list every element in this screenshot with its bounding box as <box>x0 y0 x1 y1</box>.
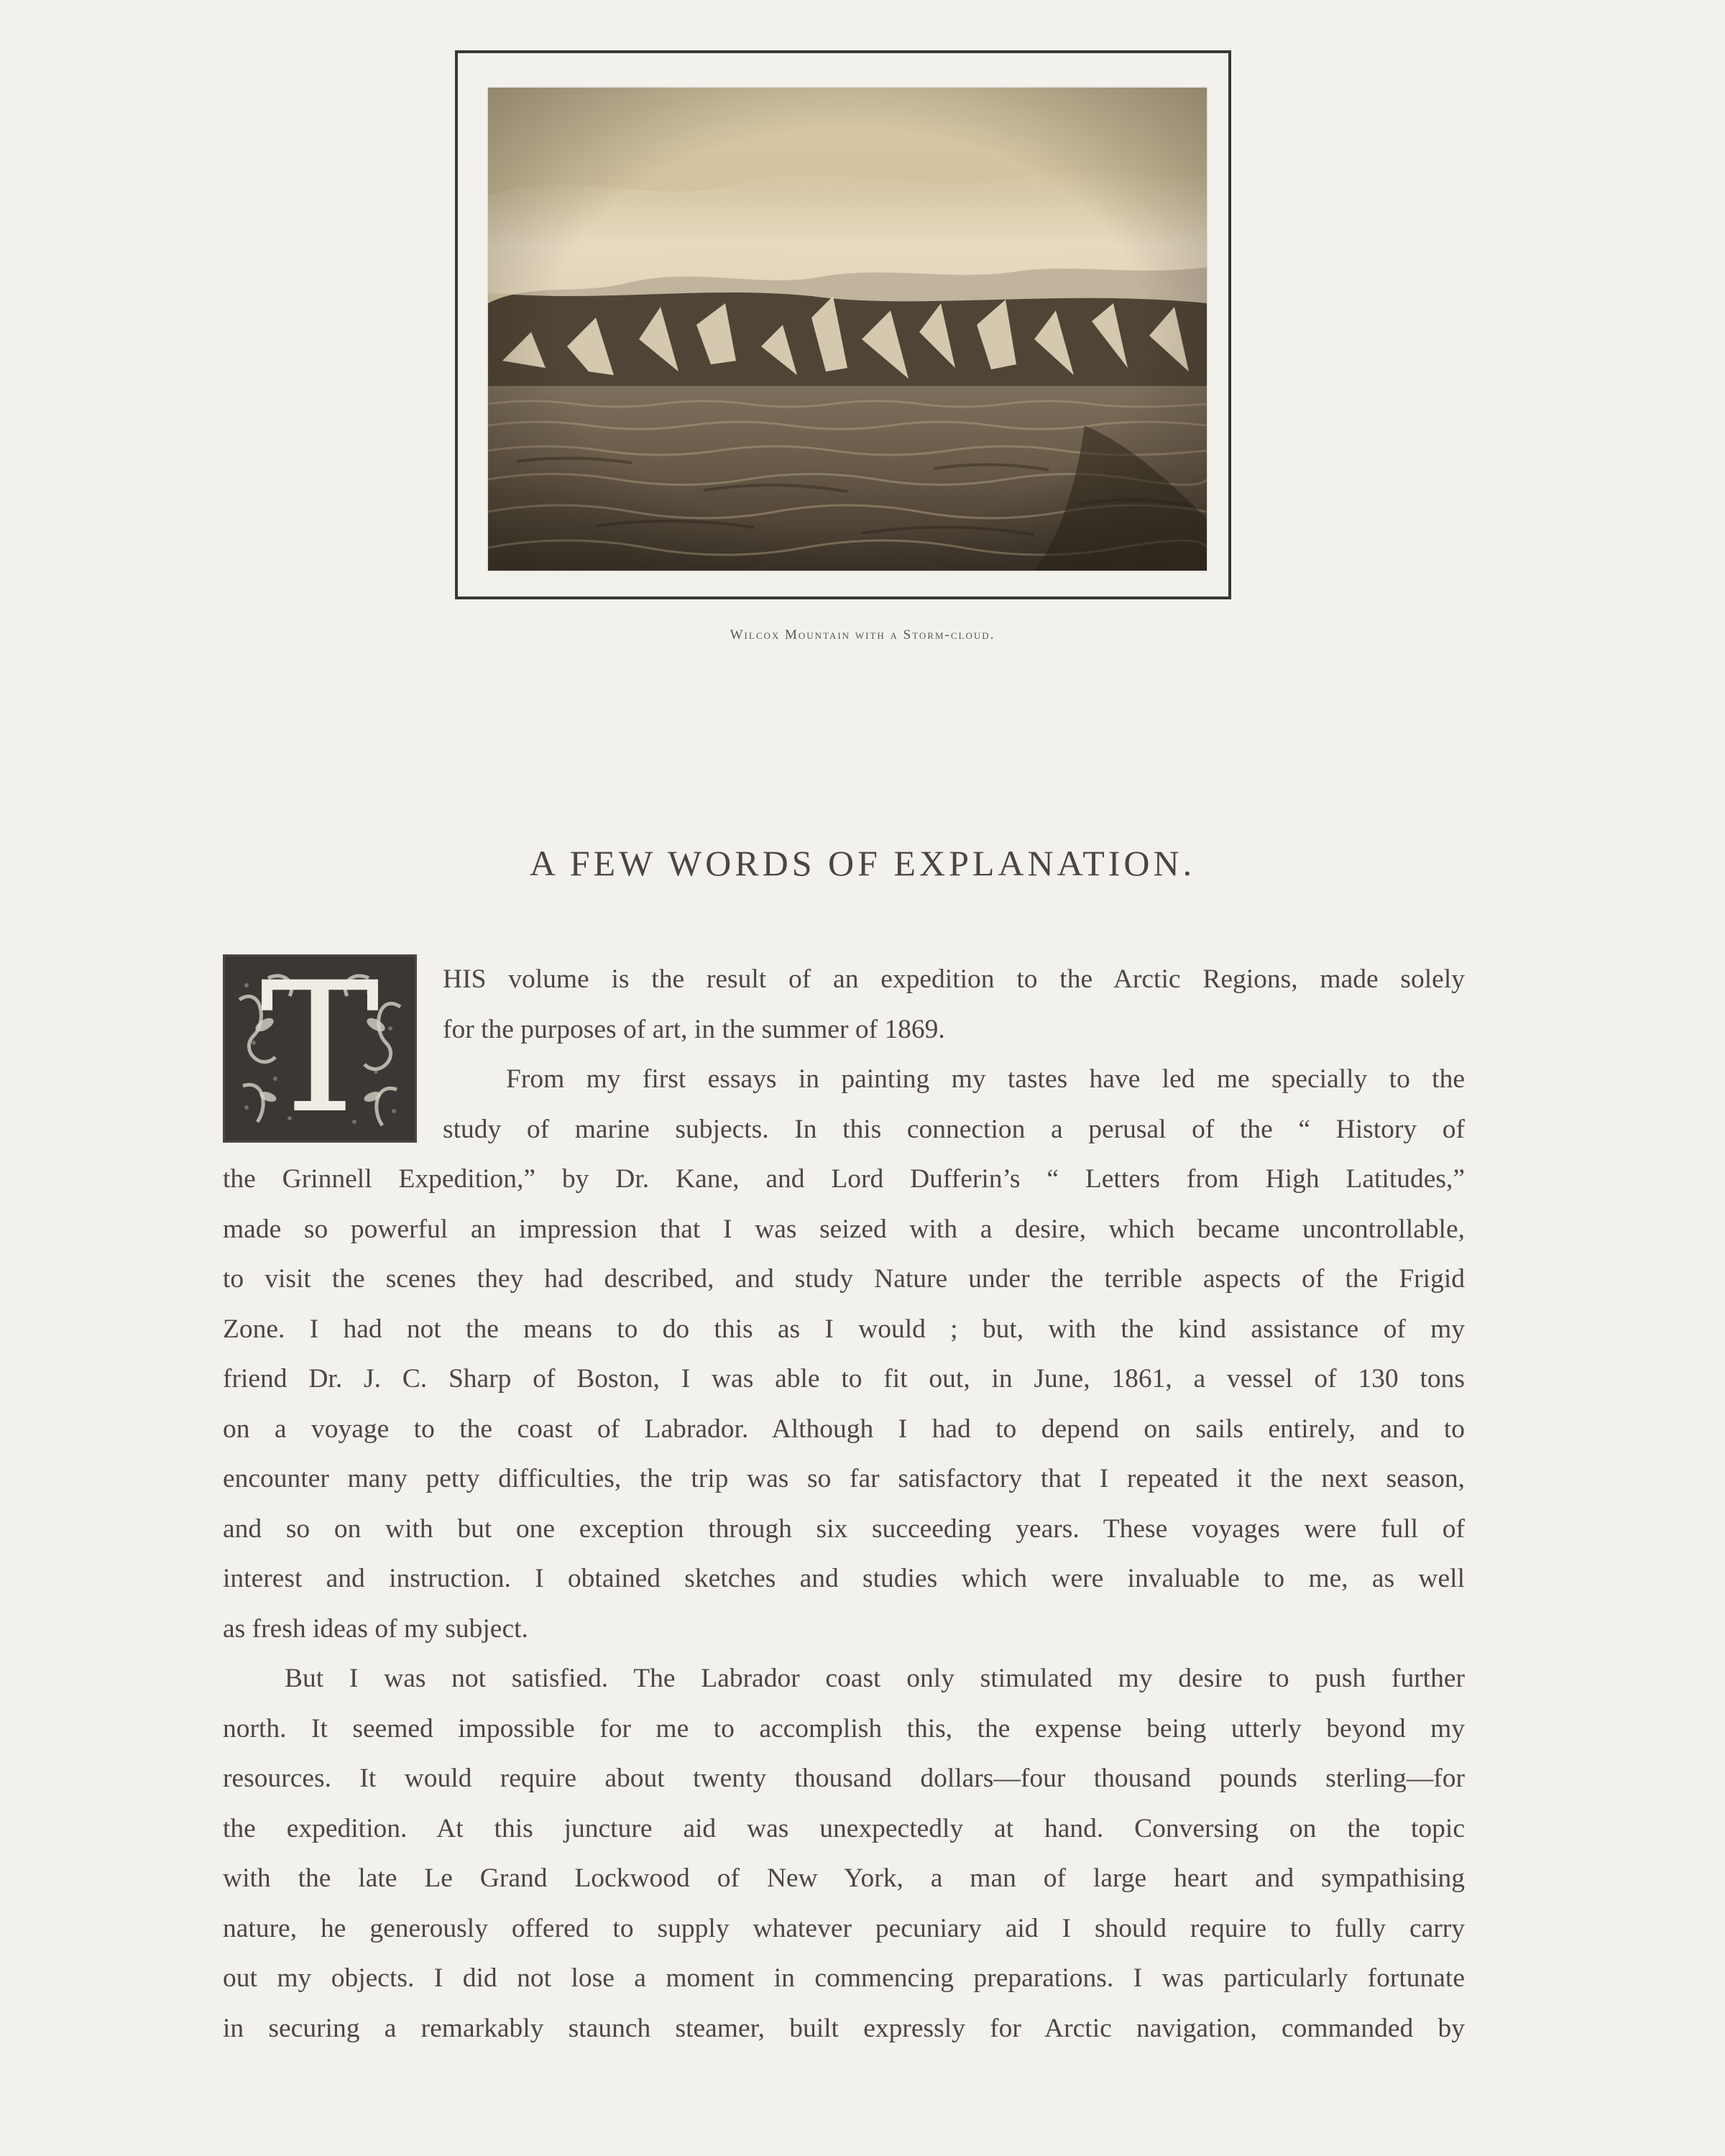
text-line: for the purposes of art, in the summer of 1869. <box>443 1014 945 1044</box>
ornamental-dropcap <box>223 944 417 1153</box>
text-line: and so on with but one exception through six succeeding years. These voyages were full of <box>223 1514 1465 1544</box>
text-line: resources. It would require about twenty thousand dollars—four thousand pounds sterling—for <box>223 1764 1465 1793</box>
text-line: on a voyage to the coast of Labrador. Although I had to depend on sails entirely, and to <box>223 1414 1465 1444</box>
plate-caption: Wilcox Mountain with a Storm-cloud. <box>730 627 995 642</box>
page-title: A FEW WORDS OF EXPLANATION. <box>529 843 1196 883</box>
text-line: as fresh ideas of my subject. <box>223 1613 528 1644</box>
body-text <box>223 944 1465 2053</box>
dropcap-letter: T <box>259 944 380 1153</box>
text-line: nature, he generously offered to supply whatever pecuniary aid I should require to fully carry <box>223 1913 1465 1943</box>
text-line: encounter many petty difficulties, the trip was so far satisfactory that I repeated it the next season, <box>223 1464 1465 1493</box>
text-line: study of marine subjects. In this connection a perusal of the “ History of <box>443 1114 1465 1144</box>
text-line: friend Dr. J. C. Sharp of Boston, I was able to fit out, in June, 1861, a vessel of 130 tons <box>223 1364 1465 1393</box>
text-line: From my first essays in painting my tastes have led me specially to the <box>506 1064 1465 1094</box>
text-line: with the late Le Grand Lockwood of New York, a man of large heart and sympathising <box>223 1864 1465 1893</box>
text-line: to visit the scenes they had described, and study Nature under the terrible aspects of the Frigid <box>223 1264 1465 1294</box>
text-line: the Grinnell Expedition,” by Dr. Kane, and Lord Dufferin’s “ Letters from High Latitudes,” <box>223 1164 1465 1194</box>
text-line: made so powerful an impression that I was seized with a desire, which became uncontrollable, <box>223 1214 1465 1244</box>
text-line: HIS volume is the result of an expedition to the Arctic Regions, made solely <box>443 964 1465 994</box>
text-line: the expedition. At this juncture aid was unexpectedly at hand. Conversing on the topic <box>223 1813 1465 1843</box>
text-line: in securing a remarkably staunch steamer, built expressly for Arctic navigation, commanded by <box>223 2013 1465 2043</box>
text-line: north. It seemed impossible for me to accomplish this, the expense being utterly beyond my <box>223 1713 1465 1743</box>
text-line: interest and instruction. I obtained sketches and studies which were invaluable to me, as well <box>223 1564 1465 1593</box>
text-line: out my objects. I did not lose a moment in commencing preparations. I was particularly fortunate <box>223 1963 1465 1993</box>
photo-plate-frame <box>455 50 1231 599</box>
text-line: Zone. I had not the means to do this as I would ; but, with the kind assistance of my <box>223 1314 1465 1344</box>
arctic-photograph <box>488 88 1207 571</box>
text-line: But I was not satisfied. The Labrador coast only stimulated my desire to push further <box>285 1664 1465 1693</box>
